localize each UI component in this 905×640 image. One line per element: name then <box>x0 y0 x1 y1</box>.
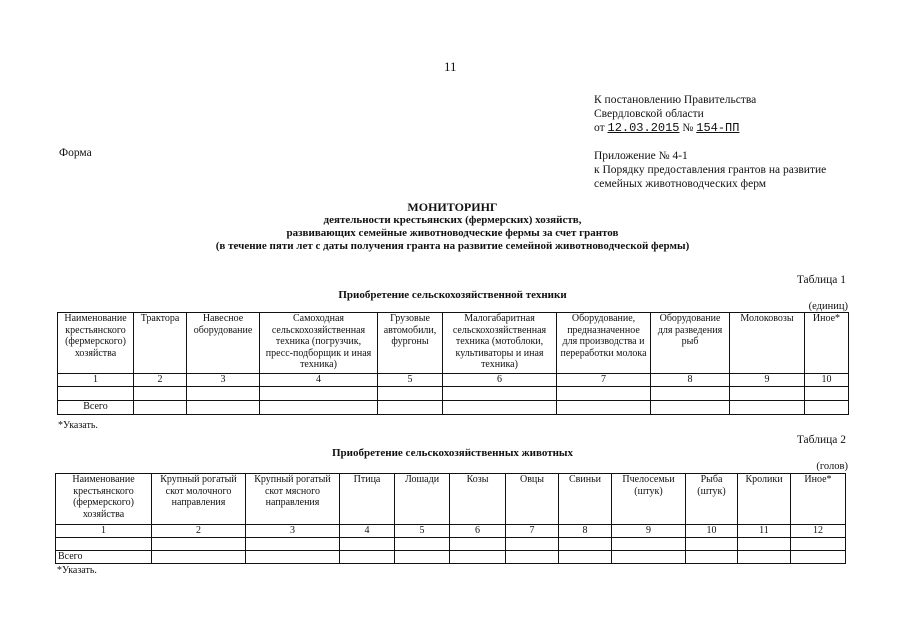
t2-total-cell[interactable] <box>340 550 395 563</box>
t2-cell[interactable] <box>450 537 506 550</box>
t2-num-5: 5 <box>395 525 450 538</box>
t1-num-1: 1 <box>58 374 134 387</box>
table1-label: Таблица 1 <box>796 274 846 286</box>
t1-total-cell[interactable] <box>651 400 730 414</box>
t2-header-3: Крупный рогатый скот мясного направления <box>246 474 340 525</box>
t2-cell[interactable] <box>56 537 152 550</box>
t2-num-4: 4 <box>340 525 395 538</box>
t1-num-2: 2 <box>134 374 187 387</box>
livestock-table <box>55 473 846 564</box>
t2-num-6: 6 <box>450 525 506 538</box>
t2-total-cell[interactable] <box>152 550 246 563</box>
title-line-4: (в течение пяти лет с даты получения гранта на развитие семейной животноводческой фермы) <box>215 240 690 252</box>
t1-total-cell[interactable] <box>187 400 260 414</box>
t2-total-cell[interactable] <box>506 550 559 563</box>
t2-num-3: 3 <box>246 525 340 538</box>
decree-line-1: К постановлению Правительства <box>594 94 757 106</box>
annex-line-1: Приложение № 4-1 <box>594 150 688 162</box>
t2-cell[interactable] <box>340 537 395 550</box>
t2-total-cell[interactable] <box>612 550 686 563</box>
t1-num-8: 8 <box>651 374 730 387</box>
t2-num-9: 9 <box>612 525 686 538</box>
t2-total-cell[interactable] <box>395 550 450 563</box>
decree-reference <box>594 93 756 135</box>
title-line-3: развивающих семейные животноводческие фермы за счет грантов <box>286 227 619 239</box>
document-title <box>0 201 905 253</box>
table2-footnote: *Указать. <box>57 565 97 576</box>
t1-header-8: Оборудование для разведения рыб <box>651 313 730 374</box>
t2-cell[interactable] <box>612 537 686 550</box>
t2-num-1: 1 <box>56 525 152 538</box>
t2-num-10: 10 <box>686 525 738 538</box>
table2-number-row <box>56 525 846 538</box>
decree-line-2: Свердловской области <box>594 108 704 120</box>
t1-header-2: Трактора <box>134 313 187 374</box>
t1-header-5: Грузовые автомобили, фургоны <box>378 313 443 374</box>
equipment-table <box>57 312 849 415</box>
table2-total-row <box>56 550 846 563</box>
t1-cell[interactable] <box>805 386 849 400</box>
t1-total-cell[interactable] <box>134 400 187 414</box>
t2-header-9: Пчелосемьи (штук) <box>612 474 686 525</box>
table2-units: (голов) <box>816 461 848 472</box>
t2-cell[interactable] <box>506 537 559 550</box>
t2-header-7: Овцы <box>506 474 559 525</box>
table1-heading: Приобретение сельскохозяйственной техники <box>338 289 567 301</box>
t1-total-cell[interactable] <box>378 400 443 414</box>
t1-cell[interactable] <box>730 386 805 400</box>
t1-num-5: 5 <box>378 374 443 387</box>
t2-total-label: Всего <box>56 550 152 563</box>
t1-header-3: Навесное оборудование <box>187 313 260 374</box>
annex-line-2: к Порядку предоставления грантов на развитие <box>594 164 827 176</box>
t1-header-1: Наименование крестьянского (фермерского) хозяйства <box>58 313 134 374</box>
t2-header-12: Иное* <box>791 474 846 525</box>
table2-heading: Приобретение сельскохозяйственных животных <box>331 447 574 459</box>
t1-header-4: Самоходная сельскохозяйственная техника (погрузчик, пресс-подборщик и иная техника) <box>260 313 378 374</box>
t2-header-2: Крупный рогатый скот молочного направления <box>152 474 246 525</box>
t2-cell[interactable] <box>559 537 612 550</box>
t2-header-11: Кролики <box>738 474 791 525</box>
t2-header-10: Рыба (штук) <box>686 474 738 525</box>
t2-num-2: 2 <box>152 525 246 538</box>
t2-header-6: Козы <box>450 474 506 525</box>
table2-header-row <box>56 474 846 525</box>
decree-number-sign: № <box>682 122 694 134</box>
t1-num-10: 10 <box>805 374 849 387</box>
t1-num-3: 3 <box>187 374 260 387</box>
t2-cell[interactable] <box>152 537 246 550</box>
t1-header-7: Оборудование, предназначенное для производства и переработки молока <box>557 313 651 374</box>
t1-total-cell[interactable] <box>805 400 849 414</box>
decree-date: 12.03.2015 <box>607 121 680 135</box>
decree-line-3 <box>594 121 756 135</box>
t2-total-cell[interactable] <box>791 550 846 563</box>
t1-num-7: 7 <box>557 374 651 387</box>
t2-header-5: Лошади <box>395 474 450 525</box>
t1-num-9: 9 <box>730 374 805 387</box>
t1-total-label: Всего <box>58 400 134 414</box>
table1-footnote: *Указать. <box>58 420 98 431</box>
t1-cell[interactable] <box>187 386 260 400</box>
t2-header-4: Птица <box>340 474 395 525</box>
annex-line-3: семейных животноводческих ферм <box>594 178 767 190</box>
t1-cell[interactable] <box>557 386 651 400</box>
table1-total-row <box>58 400 849 414</box>
table1-header-row <box>58 313 849 374</box>
t1-cell[interactable] <box>260 386 378 400</box>
table1-units: (единиц) <box>808 301 848 312</box>
decree-number: 154-ПП <box>696 121 740 135</box>
t1-cell[interactable] <box>651 386 730 400</box>
t2-cell[interactable] <box>395 537 450 550</box>
t2-total-cell[interactable] <box>738 550 791 563</box>
t1-num-6: 6 <box>443 374 557 387</box>
table1-entry-row[interactable] <box>58 386 849 400</box>
t2-header-8: Свиньи <box>559 474 612 525</box>
t1-header-9: Молоковозы <box>730 313 805 374</box>
t2-num-8: 8 <box>559 525 612 538</box>
t2-num-12: 12 <box>791 525 846 538</box>
t1-cell[interactable] <box>134 386 187 400</box>
t2-total-cell[interactable] <box>559 550 612 563</box>
t1-cell[interactable] <box>58 386 134 400</box>
t1-num-4: 4 <box>260 374 378 387</box>
page-number: 11 <box>444 59 457 74</box>
t2-num-11: 11 <box>738 525 791 538</box>
t2-cell[interactable] <box>246 537 340 550</box>
t2-total-cell[interactable] <box>246 550 340 563</box>
t2-header-1: Наименование крестьянского (фермерского) хозяйства <box>56 474 152 525</box>
t2-cell[interactable] <box>791 537 846 550</box>
table2-label: Таблица 2 <box>796 434 846 446</box>
t2-total-cell[interactable] <box>450 550 506 563</box>
title-main: МОНИТОРИНГ <box>407 200 498 214</box>
t1-header-6: Малогабаритная сельскохозяйственная техника (мотоблоки, культиваторы и иная техника) <box>443 313 557 374</box>
t1-header-10: Иное* <box>805 313 849 374</box>
form-label: Форма <box>59 147 92 159</box>
title-line-2: деятельности крестьянских (фермерских) хозяйств, <box>323 214 582 226</box>
t1-total-cell[interactable] <box>557 400 651 414</box>
decree-date-prefix: от <box>594 122 605 134</box>
table1-number-row <box>58 374 849 387</box>
t1-total-cell[interactable] <box>260 400 378 414</box>
t1-total-cell[interactable] <box>730 400 805 414</box>
t1-total-cell[interactable] <box>443 400 557 414</box>
t1-cell[interactable] <box>443 386 557 400</box>
t2-cell[interactable] <box>686 537 738 550</box>
t2-num-7: 7 <box>506 525 559 538</box>
table2-entry-row[interactable] <box>56 537 846 550</box>
annex-reference <box>594 149 826 191</box>
t1-cell[interactable] <box>378 386 443 400</box>
t2-total-cell[interactable] <box>686 550 738 563</box>
t2-cell[interactable] <box>738 537 791 550</box>
